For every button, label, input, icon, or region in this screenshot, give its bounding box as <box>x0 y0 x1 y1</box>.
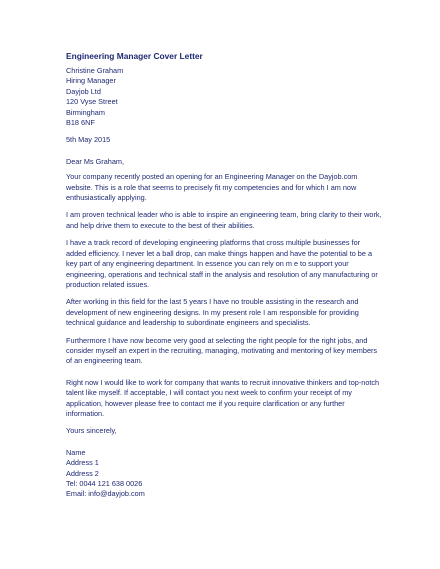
paragraph-line: production related issues. <box>66 279 150 289</box>
paragraph-line: consider myself an expert in the recruiting, managing, motivating and mentoring of key members <box>66 345 378 355</box>
body-paragraph-5 <box>66 336 386 367</box>
recipient-position: Hiring Manager <box>66 76 116 86</box>
recipient-block <box>66 66 386 128</box>
paragraph-line: Right now I would like to work for company that wants to recruit innovative thinkers and top-notch <box>66 377 380 387</box>
paragraph-line: After working in this field for the last 5 years I have no trouble assisting in the research and <box>66 297 359 307</box>
paragraph-line: of an engineering team. <box>66 356 143 366</box>
paragraph-line: Your company recently posted an opening for an Engineering Manager on the Dayjob.com <box>66 172 358 182</box>
sender-telephone: Tel: 0044 121 638 0026 <box>66 479 143 488</box>
body-paragraph-3 <box>66 238 386 290</box>
paragraph-line: I am proven technical leader who is able to inspire an engineering team, bring clarity to their work, <box>66 210 382 220</box>
recipient-street: 120 Vyse Street <box>66 97 118 107</box>
sender-email: Email: info@dayjob.com <box>66 489 145 499</box>
paragraph-line: key part of any engineering department. In essence you can rely on m e to support your <box>66 259 349 269</box>
sender-block <box>66 448 386 500</box>
paragraph-line: Furthermore I have now become very good at selecting the right people for the right jobs, and <box>66 335 368 345</box>
paragraph-line: enthusiastically applying. <box>66 193 147 203</box>
paragraph-line: information. <box>66 408 105 418</box>
recipient-city: Birmingham <box>66 107 105 117</box>
body-paragraph-6 <box>66 378 386 420</box>
paragraph-line: development of new engineering designs. In my present role I am responsible for providing <box>66 307 359 317</box>
cover-letter <box>66 50 386 500</box>
recipient-company: Dayjob Ltd <box>66 86 101 96</box>
paragraph-line: engineering, operations and technical staff in the analysis and resolution of any manufacturing or <box>66 269 378 279</box>
sender-address-2: Address 2 <box>66 468 99 478</box>
paragraph-line: website. This is a role that seems to precisely fit my competencies and for which I am now <box>66 182 357 192</box>
body-paragraph-4 <box>66 297 386 328</box>
paragraph-line: added efficiency. I never let a ball drop, can make things happen and have the potential to be a <box>66 248 373 258</box>
body-paragraph-2 <box>66 210 386 231</box>
sender-address-1: Address 1 <box>66 458 99 468</box>
paragraph-line: I have a track record of developing engineering platforms that cross multiple businesses for <box>66 238 361 248</box>
body-paragraph-1 <box>66 172 386 203</box>
paragraph-line: technical guidance and leadership to subordinate engineers and specialists. <box>66 318 311 328</box>
document-title: Engineering Manager Cover Letter <box>66 51 203 61</box>
recipient-postcode: B18 6NF <box>66 118 95 128</box>
closing: Yours sincerely, <box>66 426 117 436</box>
salutation: Dear Ms Graham, <box>66 156 124 166</box>
paragraph-line: application, however please free to contact me if you require clarification or any further <box>66 398 345 408</box>
letter-date: 5th May 2015 <box>66 135 111 145</box>
paragraph-line: talent like myself. If acceptable, I will contact you next week to confirm your receipt of my <box>66 388 352 398</box>
sender-name: Name <box>66 447 86 457</box>
paragraph-line: and help drive them to execute to the best of their abilities. <box>66 220 255 230</box>
recipient-name: Christine Graham <box>66 66 124 75</box>
